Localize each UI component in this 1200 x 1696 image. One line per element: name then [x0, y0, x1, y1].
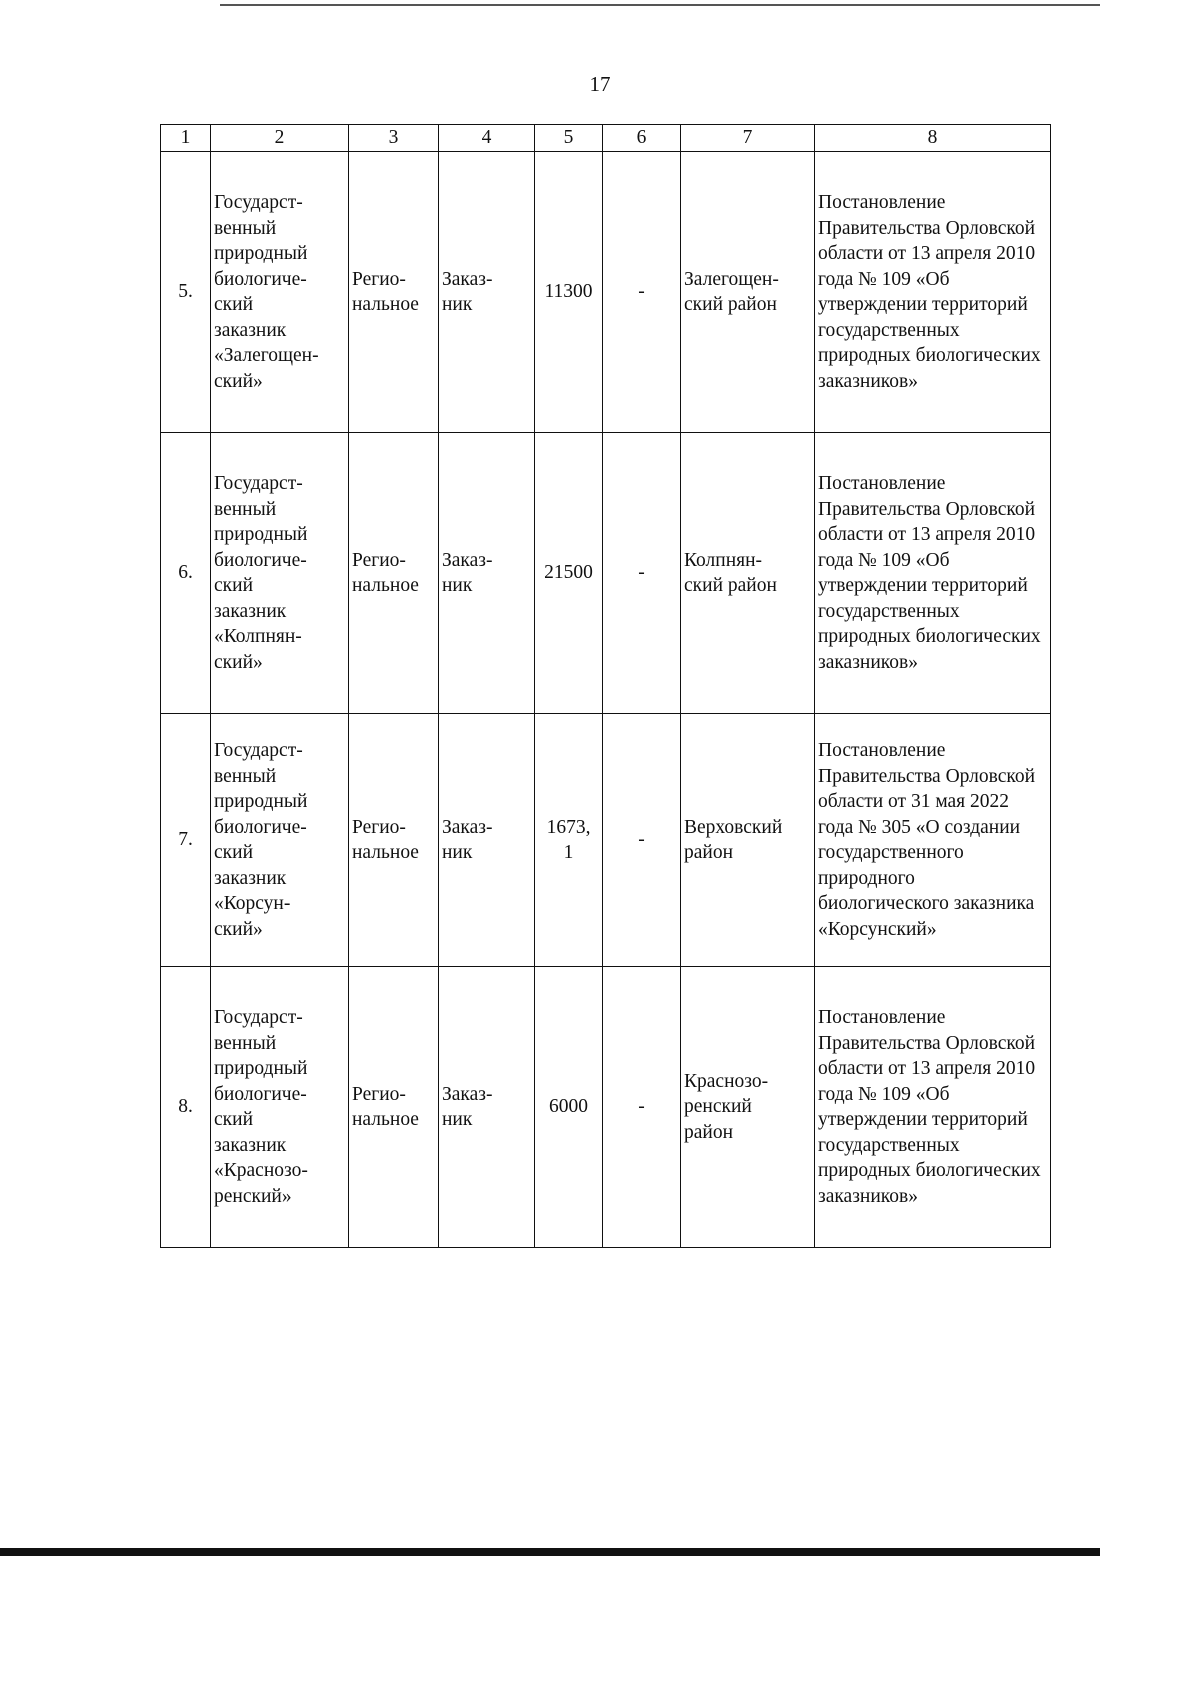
category-cell: Заказ- ник — [439, 967, 535, 1248]
location-cell: Верховский район — [681, 714, 815, 967]
column-header: 5 — [535, 125, 603, 152]
category-cell: Заказ- ник — [439, 433, 535, 714]
legal-document-cell: Постановление Правительства Орловской области от 13 апреля 2010 года № 109 «Об утверждении территорий государственных природных биологических заказников» — [815, 152, 1051, 433]
column-6-cell: - — [603, 714, 681, 967]
area-size-cell: 1673, 1 — [535, 714, 603, 967]
row-number-cell: 6. — [161, 433, 211, 714]
column-header: 4 — [439, 125, 535, 152]
protected-areas-table — [160, 124, 1051, 1248]
column-header: 3 — [349, 125, 439, 152]
location-cell: Колпнян- ский район — [681, 433, 815, 714]
category-cell: Заказ- ник — [439, 714, 535, 967]
column-6-cell: - — [603, 152, 681, 433]
significance-cell: Регио- нальное — [349, 714, 439, 967]
row-number-cell: 8. — [161, 967, 211, 1248]
column-6-cell: - — [603, 433, 681, 714]
column-header: 7 — [681, 125, 815, 152]
legal-document-cell: Постановление Правительства Орловской области от 13 апреля 2010 года № 109 «Об утверждении территорий государственных природных биологических заказников» — [815, 967, 1051, 1248]
row-number-cell: 7. — [161, 714, 211, 967]
scan-edge-top — [220, 4, 1100, 6]
area-name-cell: Государст- венный природный биологиче- ский заказник «Краснозо- ренский» — [211, 967, 349, 1248]
scan-edge-bottom — [0, 1548, 1100, 1556]
table-row — [161, 433, 1051, 714]
location-cell: Залегощен- ский район — [681, 152, 815, 433]
table-row — [161, 152, 1051, 433]
page-number: 17 — [589, 72, 611, 96]
area-size-cell: 21500 — [535, 433, 603, 714]
area-name-cell: Государст- венный природный биологиче- ский заказник «Колпнян- ский» — [211, 433, 349, 714]
row-number-cell: 5. — [161, 152, 211, 433]
location-cell: Краснозо- ренский район — [681, 967, 815, 1248]
area-size-cell: 6000 — [535, 967, 603, 1248]
column-header: 1 — [161, 125, 211, 152]
column-6-cell: - — [603, 967, 681, 1248]
table-row — [161, 967, 1051, 1248]
column-header: 2 — [211, 125, 349, 152]
significance-cell: Регио- нальное — [349, 152, 439, 433]
column-header: 8 — [815, 125, 1051, 152]
column-header: 6 — [603, 125, 681, 152]
area-size-cell: 11300 — [535, 152, 603, 433]
significance-cell: Регио- нальное — [349, 967, 439, 1248]
category-cell: Заказ- ник — [439, 152, 535, 433]
table-row — [161, 714, 1051, 967]
area-name-cell: Государст- венный природный биологиче- ский заказник «Корсун- ский» — [211, 714, 349, 967]
legal-document-cell: Постановление Правительства Орловской области от 13 апреля 2010 года № 109 «Об утверждении территорий государственных природных биологических заказников» — [815, 433, 1051, 714]
legal-document-cell: Постановление Правительства Орловской области от 31 мая 2022 года № 305 «О создании государственного природного биологического заказника «Корсунский» — [815, 714, 1051, 967]
table-header-row — [161, 125, 1051, 152]
area-name-cell: Государст- венный природный биологиче- ский заказник «Залегощен- ский» — [211, 152, 349, 433]
significance-cell: Регио- нальное — [349, 433, 439, 714]
